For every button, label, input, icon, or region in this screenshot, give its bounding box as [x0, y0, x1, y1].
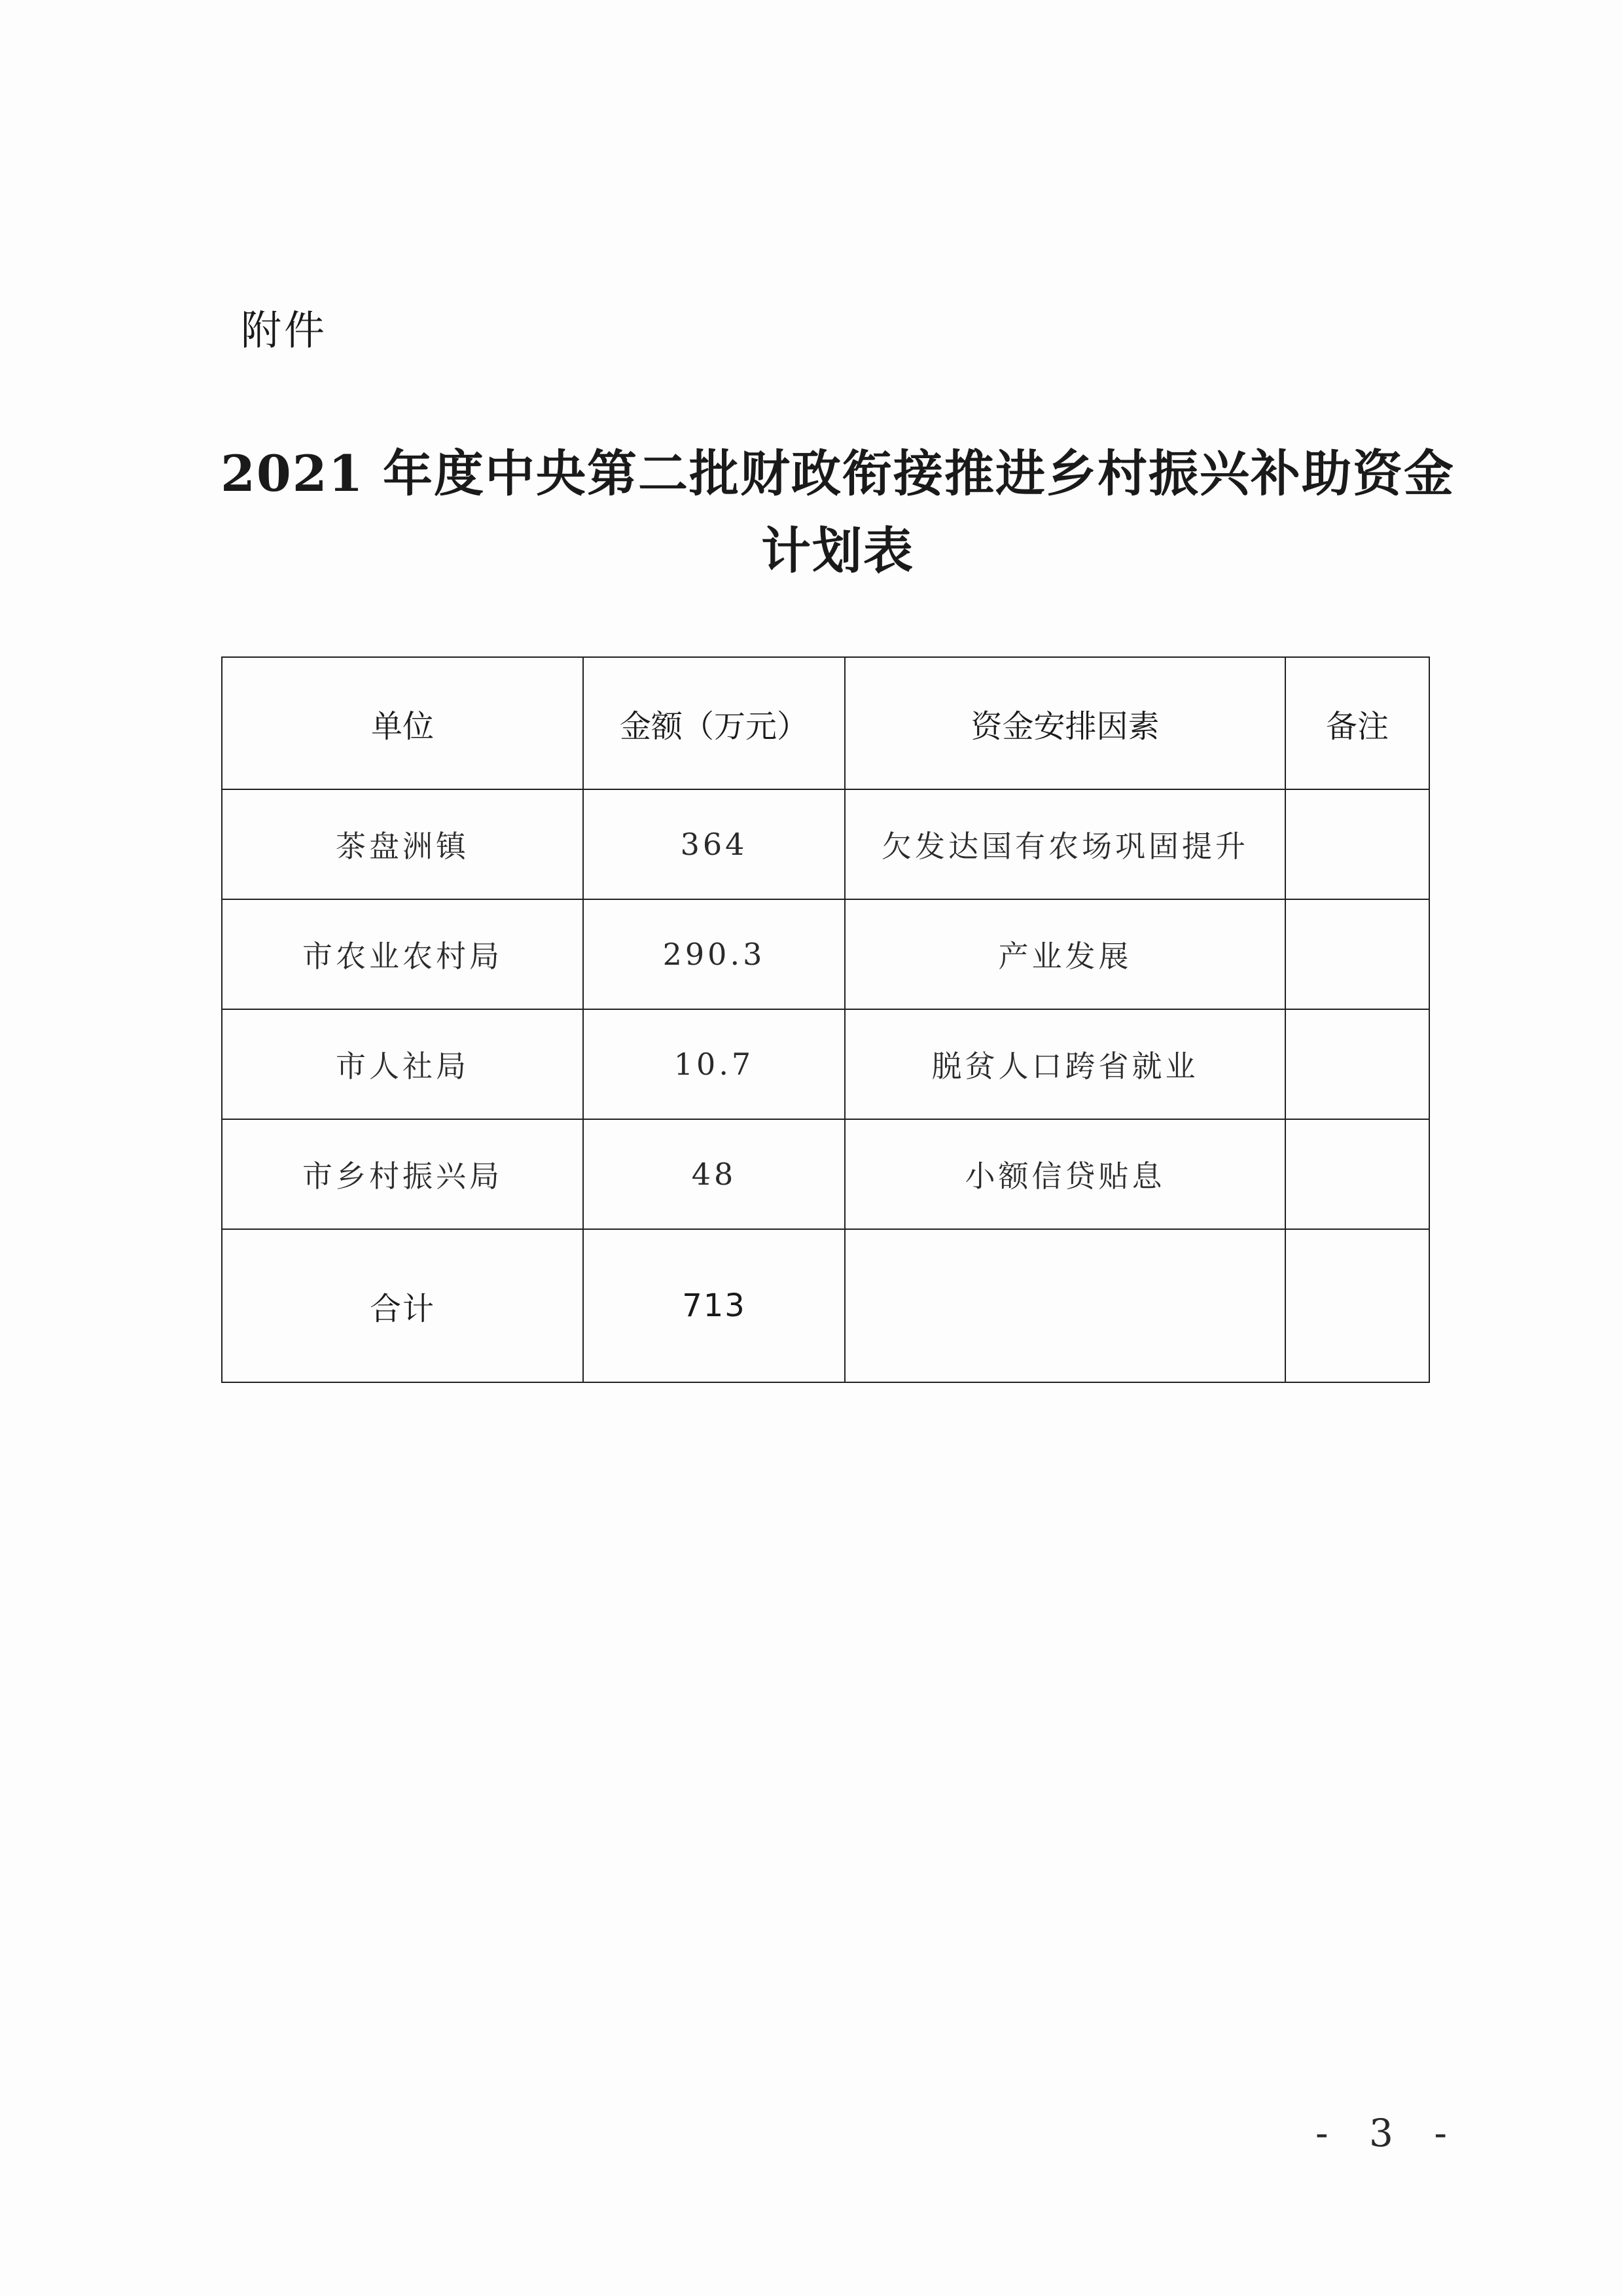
header-unit: 单位	[222, 657, 583, 789]
cell-remark	[1285, 1119, 1429, 1229]
cell-unit: 市人社局	[222, 1009, 583, 1119]
cell-amount: 364	[583, 789, 845, 899]
cell-remark	[1285, 789, 1429, 899]
title-line-2: 计划表	[761, 522, 914, 580]
header-factor: 资金安排因素	[845, 657, 1285, 789]
attachment-label: 附件	[241, 306, 328, 354]
cell-amount: 10.7	[583, 1009, 845, 1119]
document-title	[216, 435, 1459, 590]
table-row	[222, 1009, 1429, 1119]
cell-remark	[1285, 1009, 1429, 1119]
total-remark	[1285, 1229, 1429, 1382]
table-row	[222, 899, 1429, 1009]
cell-factor: 欠发达国有农场巩固提升	[845, 789, 1285, 899]
total-label: 合计	[222, 1229, 583, 1382]
total-factor	[845, 1229, 1285, 1382]
cell-unit: 茶盘洲镇	[222, 789, 583, 899]
table-row	[222, 1119, 1429, 1229]
cell-unit: 市农业农村局	[222, 899, 583, 1009]
table-header-row	[222, 657, 1429, 789]
total-amount: 713	[583, 1229, 845, 1382]
funding-plan-table	[221, 656, 1430, 1383]
cell-factor: 产业发展	[845, 899, 1285, 1009]
cell-factor: 小额信贷贴息	[845, 1119, 1285, 1229]
cell-remark	[1285, 899, 1429, 1009]
title-line-1: 2021 年度中央第二批财政衔接推进乡村振兴补助资金	[221, 444, 1455, 503]
cell-unit: 市乡村振兴局	[222, 1119, 583, 1229]
header-remark: 备注	[1285, 657, 1429, 789]
table-total-row	[222, 1229, 1429, 1382]
page-number: - 3 -	[1315, 2111, 1461, 2155]
cell-amount: 48	[583, 1119, 845, 1229]
cell-amount: 290.3	[583, 899, 845, 1009]
table-row	[222, 789, 1429, 899]
header-amount: 金额（万元）	[583, 657, 845, 789]
cell-factor: 脱贫人口跨省就业	[845, 1009, 1285, 1119]
